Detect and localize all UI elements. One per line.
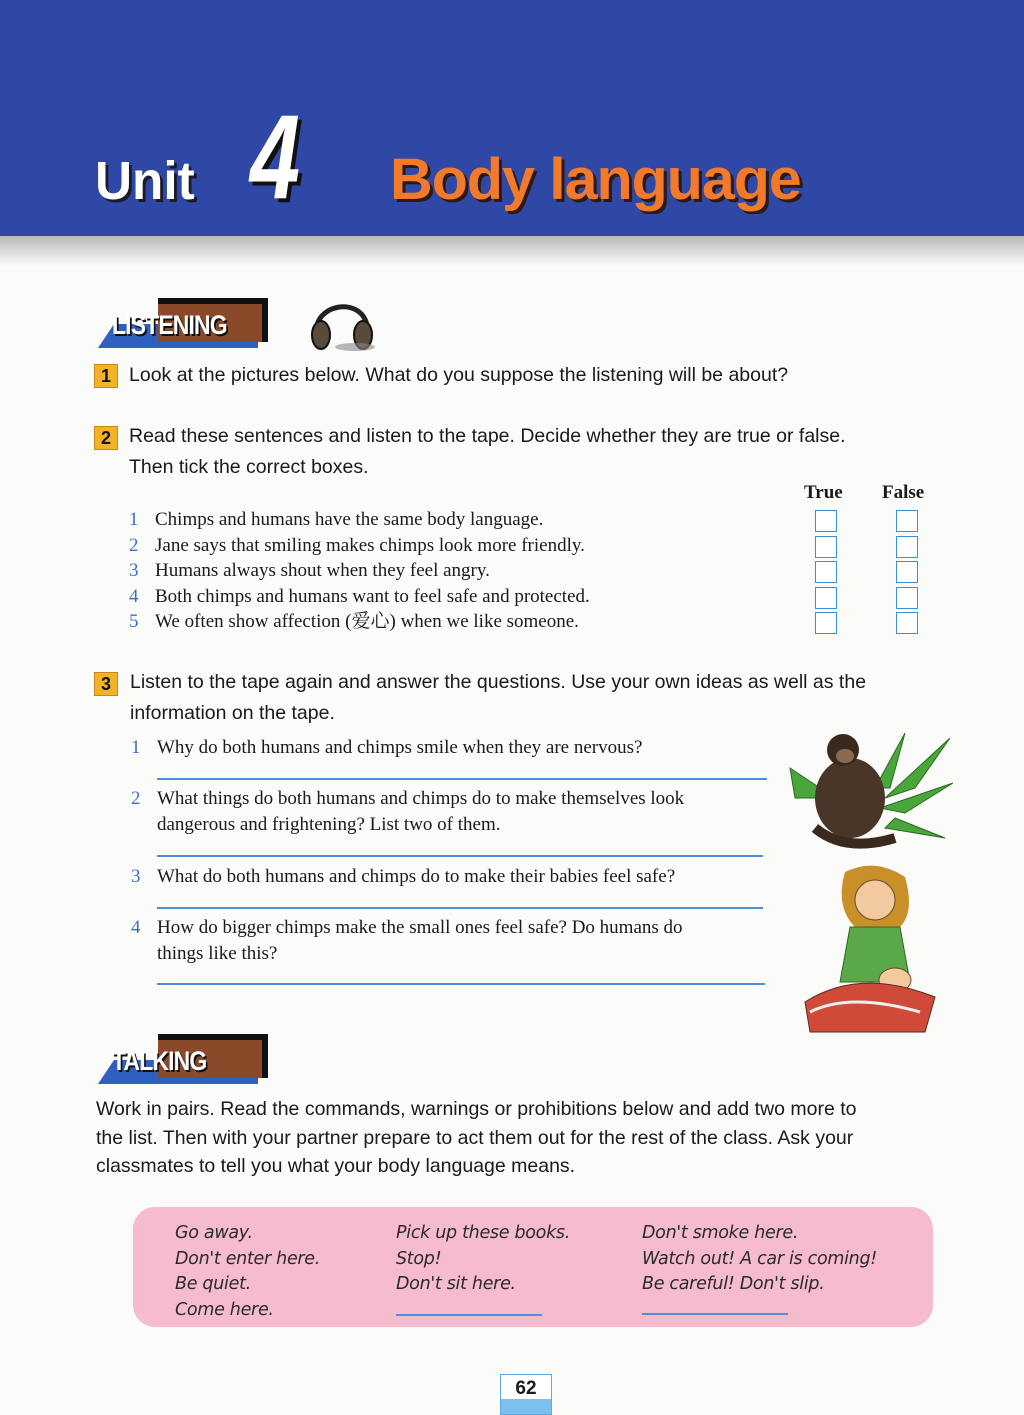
false-checkbox-1[interactable] bbox=[896, 510, 918, 532]
chimp-illustration bbox=[785, 728, 955, 853]
question-number: 1 bbox=[131, 737, 141, 758]
command-item: Go away. bbox=[175, 1223, 253, 1243]
statement-text: Humans always shout when they feel angry. bbox=[155, 560, 490, 581]
question-2 bbox=[131, 786, 685, 838]
true-checkbox-5[interactable] bbox=[815, 612, 837, 634]
true-column-header: True bbox=[804, 482, 843, 503]
exercise-number-2: 2 bbox=[94, 426, 118, 450]
answer-line-2[interactable] bbox=[157, 855, 763, 857]
statement-5 bbox=[129, 609, 579, 635]
answer-line-1[interactable] bbox=[157, 778, 767, 780]
question-line-2: things like this? bbox=[157, 943, 278, 964]
statement-text: Both chimps and humans want to feel safe and protected. bbox=[155, 585, 590, 607]
true-checkbox-1[interactable] bbox=[815, 510, 837, 532]
exercise-1-instruction: Look at the pictures below. What do you suppose the listening will be about? bbox=[129, 364, 789, 386]
command-item: Watch out! A car is coming! bbox=[642, 1248, 877, 1269]
true-checkbox-2[interactable] bbox=[815, 536, 837, 558]
statement-number: 4 bbox=[129, 585, 139, 607]
exercise-number-3: 3 bbox=[94, 672, 118, 696]
false-column-header: False bbox=[882, 482, 925, 503]
talking-instruction-line-3: classmates to tell you what your body language means. bbox=[96, 1155, 576, 1177]
false-checkbox-3[interactable] bbox=[896, 561, 918, 583]
command-item: Stop! bbox=[396, 1248, 442, 1269]
banner-shadow bbox=[0, 236, 1024, 266]
question-number: 2 bbox=[131, 788, 141, 809]
question-line-1: How do bigger chimps make the small ones feel safe? Do humans do bbox=[157, 917, 683, 938]
question-1 bbox=[131, 735, 643, 761]
statement-number: 3 bbox=[129, 560, 139, 581]
command-item: Don't enter here. bbox=[175, 1248, 321, 1269]
question-line-2: dangerous and frightening? List two of them. bbox=[157, 814, 501, 835]
unit-label: Unit bbox=[95, 151, 195, 211]
command-item: Come here. bbox=[175, 1299, 274, 1320]
unit-title: Body language bbox=[390, 147, 801, 212]
question-line-1: What things do both humans and chimps do to make themselves look bbox=[157, 788, 685, 809]
listening-section-label bbox=[98, 298, 268, 350]
command-item: Be careful! Don't slip. bbox=[642, 1274, 825, 1294]
exercise-3-instruction-cont: information on the tape. bbox=[130, 702, 335, 724]
command-item: Don't smoke here. bbox=[642, 1223, 799, 1243]
statement-text: Jane says that smiling makes chimps look more friendly. bbox=[155, 534, 585, 556]
statement-1 bbox=[129, 507, 544, 533]
talking-instruction-line-2: the list. Then with your partner prepare to act them out for the rest of the class. Ask your bbox=[96, 1126, 854, 1149]
statement-3 bbox=[129, 558, 490, 584]
mother-baby-illustration bbox=[800, 862, 940, 1037]
question-number: 3 bbox=[131, 866, 141, 887]
statement-number: 1 bbox=[129, 509, 139, 530]
statement-number: 2 bbox=[129, 534, 139, 556]
talking-instruction-line-1: Work in pairs. Read the commands, warnings or prohibitions below and add two more to bbox=[96, 1098, 857, 1120]
statement-4 bbox=[129, 584, 590, 610]
question-line-1: What do both humans and chimps do to make their babies feel safe? bbox=[157, 866, 676, 887]
exercise-3-instruction: Listen to the tape again and answer the questions. Use your own ideas as well as the bbox=[130, 671, 867, 693]
talking-section-label bbox=[98, 1034, 268, 1086]
question-4 bbox=[131, 915, 683, 967]
false-checkbox-5[interactable] bbox=[896, 612, 918, 634]
headphones-icon bbox=[305, 295, 380, 353]
command-item: Pick up these books. bbox=[396, 1223, 570, 1243]
answer-line-3[interactable] bbox=[157, 907, 763, 909]
listening-label: LISTENING bbox=[112, 310, 227, 340]
command-item: Be quiet. bbox=[175, 1274, 251, 1294]
exercise-2-instruction: Read these sentences and listen to the tape. Decide whether they are true or false. bbox=[129, 425, 846, 447]
page-number: 62 bbox=[515, 1378, 537, 1399]
statement-number: 5 bbox=[129, 611, 139, 632]
true-checkbox-3[interactable] bbox=[815, 561, 837, 583]
exercise-2-instruction-cont: Then tick the correct boxes. bbox=[129, 456, 369, 478]
answer-line-col3 bbox=[642, 1313, 788, 1315]
command-item: Don't sit here. bbox=[396, 1274, 516, 1294]
answer-line-4[interactable] bbox=[157, 983, 765, 985]
true-checkbox-4[interactable] bbox=[815, 587, 837, 609]
question-line-1: Why do both humans and chimps smile when they are nervous? bbox=[157, 737, 643, 758]
false-checkbox-4[interactable] bbox=[896, 587, 918, 609]
exercise-number-1: 1 bbox=[94, 364, 118, 388]
page-number-box bbox=[500, 1374, 552, 1415]
question-3 bbox=[131, 864, 676, 890]
statement-text: Chimps and humans have the same body language. bbox=[155, 509, 544, 530]
unit-number: 4 bbox=[250, 90, 301, 224]
question-number: 4 bbox=[131, 917, 141, 938]
false-checkbox-2[interactable] bbox=[896, 536, 918, 558]
answer-line-col2 bbox=[396, 1314, 542, 1316]
statement-text: We often show affection (爱心) when we like someone. bbox=[155, 611, 579, 632]
talking-label: TALKING bbox=[112, 1046, 207, 1076]
statement-2 bbox=[129, 533, 585, 559]
